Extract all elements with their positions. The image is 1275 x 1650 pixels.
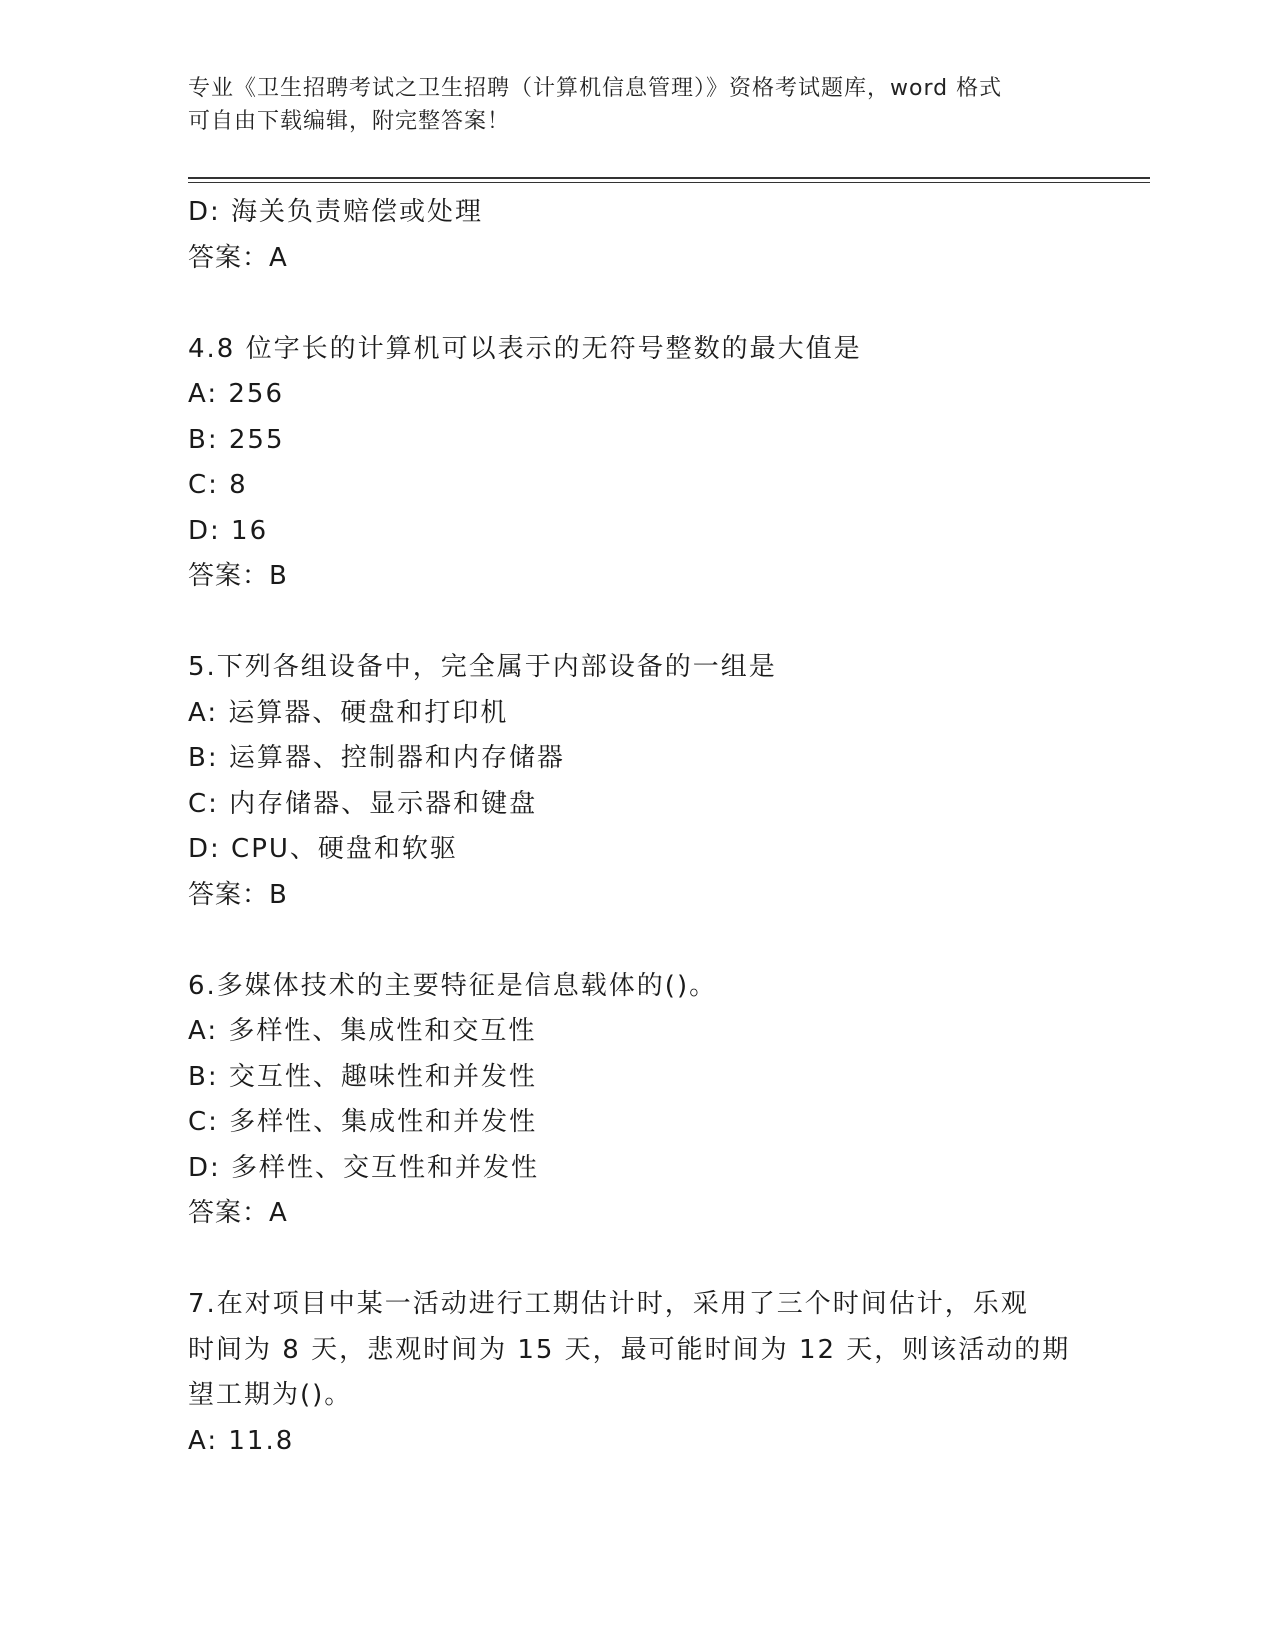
question-5-option-d: D: CPU、硬盘和软驱 [188,834,458,864]
question-list [188,190,1088,1464]
question-gap [188,1237,1088,1283]
question-5-option-b: B: 运算器、控制器和内存储器 [188,743,565,773]
question-6-option-b: B: 交互性、趣味性和并发性 [188,1061,537,1092]
question-4-option-c: C: 8 [188,470,248,500]
question-4-stem: 4.8 位字长的计算机可以表示的无符号整数的最大值是 [188,333,862,364]
question-4-option-d: D: 16 [188,515,269,546]
document-header [188,72,1068,138]
question-5-answer: 答案：B [188,879,288,910]
question-7-stem-line-1: 7.在对项目中某一活动进行工期估计时，采用了三个时间估计，乐观 [188,1289,1029,1319]
question-4-option-a: A: 256 [188,379,284,409]
question-6-option-c: C: 多样性、集成性和并发性 [188,1107,538,1137]
question-6-option-d: D: 多样性、交互性和并发性 [188,1152,540,1183]
question-7-stem-line-2: 时间为 8 天，悲观时间为 15 天，最可能时间为 12 天，则该活动的期 [188,1334,1071,1365]
question-6 [188,964,1088,1237]
question-6-option-a: A: 多样性、集成性和交互性 [188,1016,537,1046]
carryover-answer: 答案：A [188,242,288,273]
question-5-option-a: A: 运算器、硬盘和打印机 [188,697,509,728]
question-4-option-b: B: 255 [188,424,285,455]
carryover-option-d: D: 海关负责赔偿或处理 [188,197,484,227]
question-4 [188,327,1088,600]
question-5 [188,645,1088,918]
header-divider-thin [188,182,1150,183]
header-divider-thick [188,177,1150,179]
question-7-option-a: A: 11.8 [188,1425,295,1456]
question-6-stem: 6.多媒体技术的主要特征是信息载体的()。 [188,970,718,1001]
question-6-answer: 答案：A [188,1198,288,1228]
question-7-stem-line-3: 望工期为()。 [188,1380,353,1410]
question-7 [188,1282,1088,1464]
question-5-stem: 5.下列各组设备中，完全属于内部设备的一组是 [188,652,777,682]
question-4-answer: 答案：B [188,561,288,591]
question-5-option-c: C: 内存储器、显示器和键盘 [188,788,538,819]
question-gap [188,918,1088,964]
header-title-line-2: 可自由下载编辑，附完整答案！ [188,109,511,134]
question-gap [188,281,1088,327]
header-title-line-1: 专业《卫生招聘考试之卫生招聘（计算机信息管理）》资格考试题库，word 格式 [188,76,1003,101]
question-gap [188,600,1088,646]
